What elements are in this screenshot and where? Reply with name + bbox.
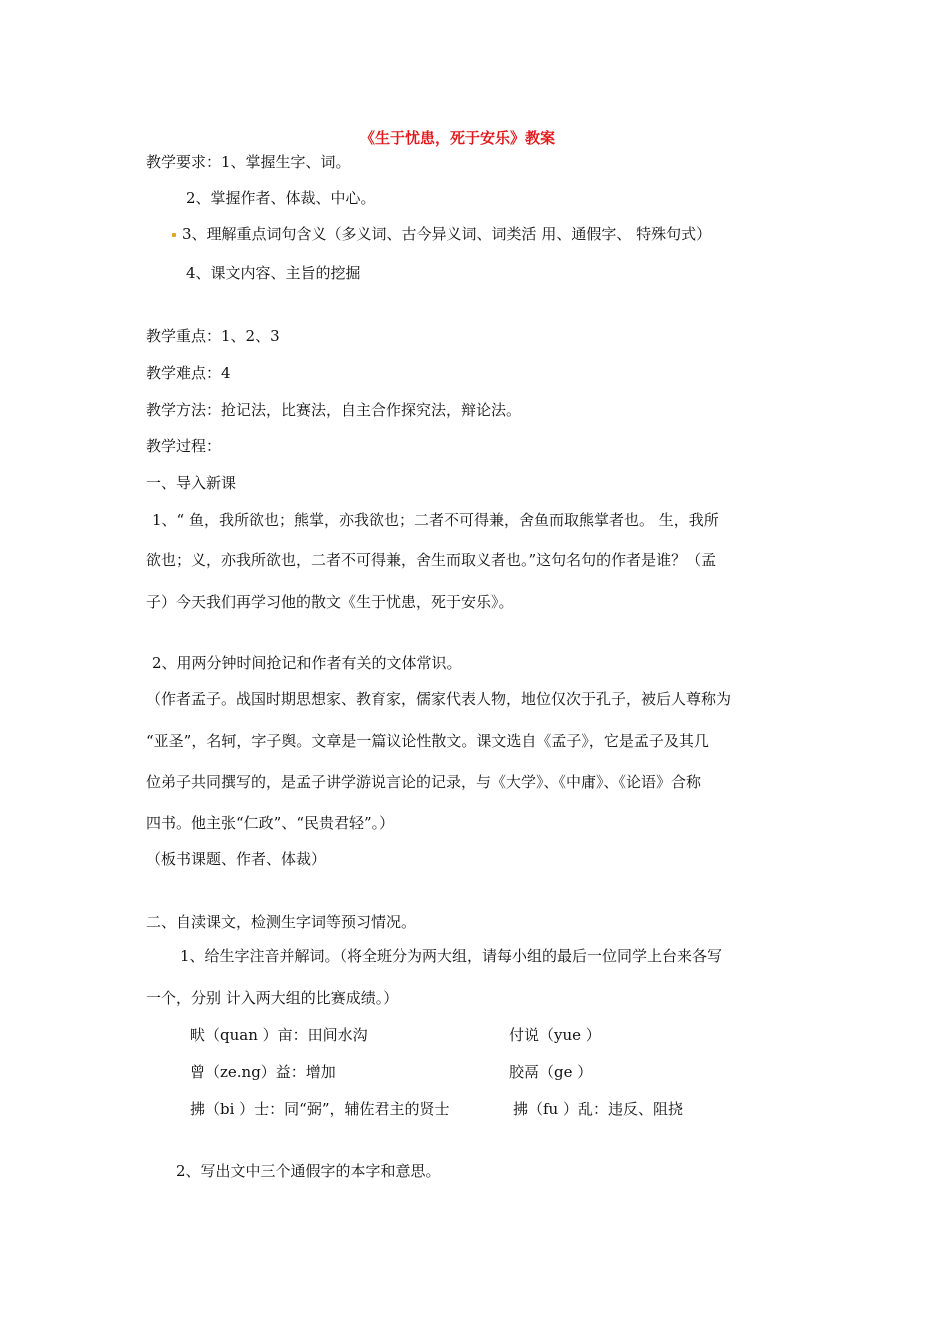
vocab-row-2-left: 曾（ze.ng）益：增加 xyxy=(190,1063,336,1081)
section2-heading: 二、自渎课文，检测生字词等预习情况。 xyxy=(146,913,417,931)
vocab-row-3-right: 拂（fu ）乱：违反、阻挠 xyxy=(513,1100,683,1118)
section1-paragraph3-line2: “亚圣”，名轲，字子舆。文章是一篇议论性散文。课文选自《孟子》，它是孟子及其几 xyxy=(146,732,709,750)
section2-question1-line1: 1、给生字注音并解词。（将全班分为两大组，请每小组的最后一位同学上台来各写 xyxy=(180,947,723,965)
requirement-item-4: 4、课文内容、主旨的挖掘 xyxy=(186,264,361,282)
section1-paragraph3-line3: 位弟子共同撰写的，是孟子讲学游说言论的记录，与《大学》、《中庸》、《论语》合称 xyxy=(146,773,702,791)
teaching-difficulty: 教学难点：4 xyxy=(146,364,231,382)
section1-paragraph3-line4: 四书。他主张“仁政”、“民贵君轻”。） xyxy=(146,814,395,832)
section1-heading: 一、导入新课 xyxy=(146,474,237,492)
section1-paragraph3-line1: （作者孟子。战国时期思想家、教育家，儒家代表人物，地位仅次于孔子，被后人尊称为 xyxy=(146,690,732,708)
teaching-process: 教学过程： xyxy=(146,437,222,455)
section1-paragraph2: 2、用两分钟时间抢记和作者有关的文体常识。 xyxy=(152,654,462,672)
requirement-item-3-text: 3、理解重点词句含义（多义词、古今异义词、词类活 用、通假字、 特殊句式） xyxy=(182,225,712,243)
bullet-mark xyxy=(172,233,176,237)
section1-paragraph1-line3: 子）今天我们再学习他的散文《生于忧患，死于安乐》。 xyxy=(146,593,514,611)
teaching-method: 教学方法：抢记法，比赛法，自主合作探究法，辩论法。 xyxy=(146,401,522,419)
section1-paragraph4: （板书课题、作者、体裁） xyxy=(146,850,327,868)
section1-paragraph1-line2: 欲也；义，亦我所欲也，二者不可得兼，舍生而取义者也。”这句名句的作者是谁？（孟 xyxy=(146,551,717,569)
vocab-row-3-left: 拂（bi ）士：同“弼”，辅佐君主的贤士 xyxy=(190,1100,450,1118)
section2-question1-line2: 一个，分别 计入两大组的比赛成绩。） xyxy=(146,989,399,1007)
vocab-row-2-right: 胶鬲（ge ） xyxy=(509,1063,593,1081)
section2-question2: 2、写出文中三个通假字的本字和意思。 xyxy=(176,1162,441,1180)
vocab-row-1-left: 畎（quan ）亩：田间水沟 xyxy=(190,1026,368,1044)
requirements-label: 教学要求：1、掌握生字、词。 xyxy=(146,153,351,171)
requirement-item-3 xyxy=(172,224,711,244)
requirement-item-2: 2、掌握作者、体裁、中心。 xyxy=(186,189,376,207)
document-title: 《生于忧患，死于安乐》教案 xyxy=(360,129,556,147)
teaching-focus: 教学重点：1、2、3 xyxy=(146,327,280,345)
vocab-row-1-right: 付说（yue ） xyxy=(509,1026,601,1044)
section1-paragraph1-line1: 1、“ 鱼，我所欲也；熊掌，亦我欲也；二者不可得兼，舍鱼而取熊掌者也。 生，我所 xyxy=(152,511,719,529)
